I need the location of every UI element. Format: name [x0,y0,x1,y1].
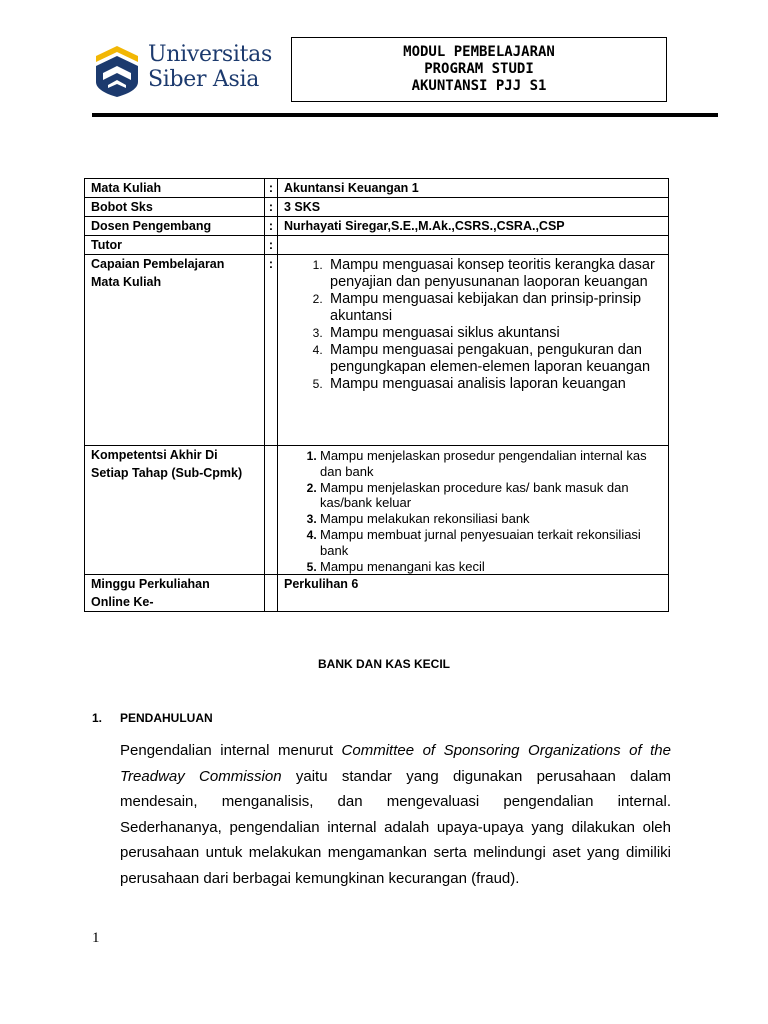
page-number: 1 [92,930,100,946]
credits-label: Bobot Sks [85,198,265,217]
page-header [0,0,768,130]
outcomes-label-line-1: Capaian Pembelajaran [91,257,225,271]
course-label: Mata Kuliah [85,179,265,198]
colon-empty [265,575,278,612]
outcomes-cell [278,255,669,446]
table-row [85,198,669,217]
developer-value: Nurhayati Siregar,S.E.,M.Ak.,CSRS.,CSRA.,CSP [278,217,669,236]
competency-list [284,448,668,574]
section-number: 1. [92,711,103,725]
competency-label-line-2: Setiap Tahap (Sub-Cpmk) [91,466,243,480]
header-divider [92,113,718,117]
table-row [85,179,669,198]
list-item: 3. Mampu melakukan rekonsiliasi bank [320,511,668,527]
tutor-value [278,236,669,255]
table-row [85,236,669,255]
para-rest: yaitu standar yang digunakan perusahaan dalam mendesain, menganalisis, dan mengevaluasi pengendalian internal. Sederhananya, pengendalian internal adalah upaya-upaya yang dilakukan oleh perusahaan untuk melakukan mengamankan serta melindungi aset yang dimiliki perusahaan dari berbagai kemungkinan kecurangan (fraud). [120,767,671,887]
colon: : [265,179,278,198]
colon: : [265,255,278,446]
tutor-label: Tutor [85,236,265,255]
credits-value: 3 SKS [278,198,669,217]
developer-label: Dosen Pengembang [85,217,265,236]
table-row [85,255,669,446]
course-info-table [84,178,669,612]
document-title: BANK DAN KAS KECIL [318,657,450,671]
list-item: 5. Mampu menangani kas kecil [320,559,668,575]
logo-line-1: Universitas [148,42,272,67]
list-item: 3. Mampu menguasai siklus akuntansi [326,325,668,342]
list-item: 2. Mampu menguasai kebijakan dan prinsip-prinsip akuntansi [326,291,668,325]
course-value: Akuntansi Keuangan 1 [278,179,669,198]
colon: : [265,198,278,217]
department-label: AKUNTANSI PJJ S1 [411,78,547,94]
table-row [85,217,669,236]
section-title: PENDAHULUAN [120,711,213,725]
competency-label-line-1: Kompetentsi Akhir Di [91,448,218,462]
list-item: 1. Mampu menjelaskan prosedur pengendalian internal kas dan bank [320,448,668,480]
intro-paragraph [120,738,671,891]
university-logo [92,42,272,98]
colon: : [265,217,278,236]
competency-cell [278,446,669,575]
outcomes-label-line-2: Mata Kuliah [91,275,162,289]
colon-empty [265,446,278,575]
week-value: Perkulihan 6 [278,575,669,612]
outcomes-list [284,257,668,393]
para-italic: Committee of Sponsoring Organizations of the Treadway Commission [120,742,671,785]
week-label [85,575,265,612]
shield-logo-icon [92,42,142,98]
week-label-line-2: Online Ke- [91,595,154,610]
outcomes-label [85,255,265,446]
module-title: MODUL PEMBELAJARAN [403,44,555,60]
competency-label [85,446,265,575]
colon: : [265,236,278,255]
list-item: 2. Mampu menjelaskan procedure kas/ bank masuk dan kas/bank keluar [320,480,668,512]
table-row [85,575,669,612]
program-label: PROGRAM STUDI [424,61,534,77]
list-item: 4. Mampu menguasai pengakuan, pengukuran dan pengungkapan elemen-elemen laporan keuangan [326,342,668,376]
logo-line-2: Siber Asia [148,67,260,92]
list-item: 5. Mampu menguasai analisis laporan keuangan [326,376,668,393]
section-heading [92,711,213,725]
para-start: Pengendalian internal menurut [120,742,342,759]
list-item: 4. Mampu membuat jurnal penyesuaian terkait rekonsiliasi bank [320,527,668,559]
list-item: 1. Mampu menguasai konsep teoritis kerangka dasar penyajian dan penyusunanan laoporan keuangan [326,257,668,291]
module-title-box [291,37,667,102]
week-label-line-1: Minggu Perkuliahan [91,577,210,592]
table-row [85,446,669,575]
